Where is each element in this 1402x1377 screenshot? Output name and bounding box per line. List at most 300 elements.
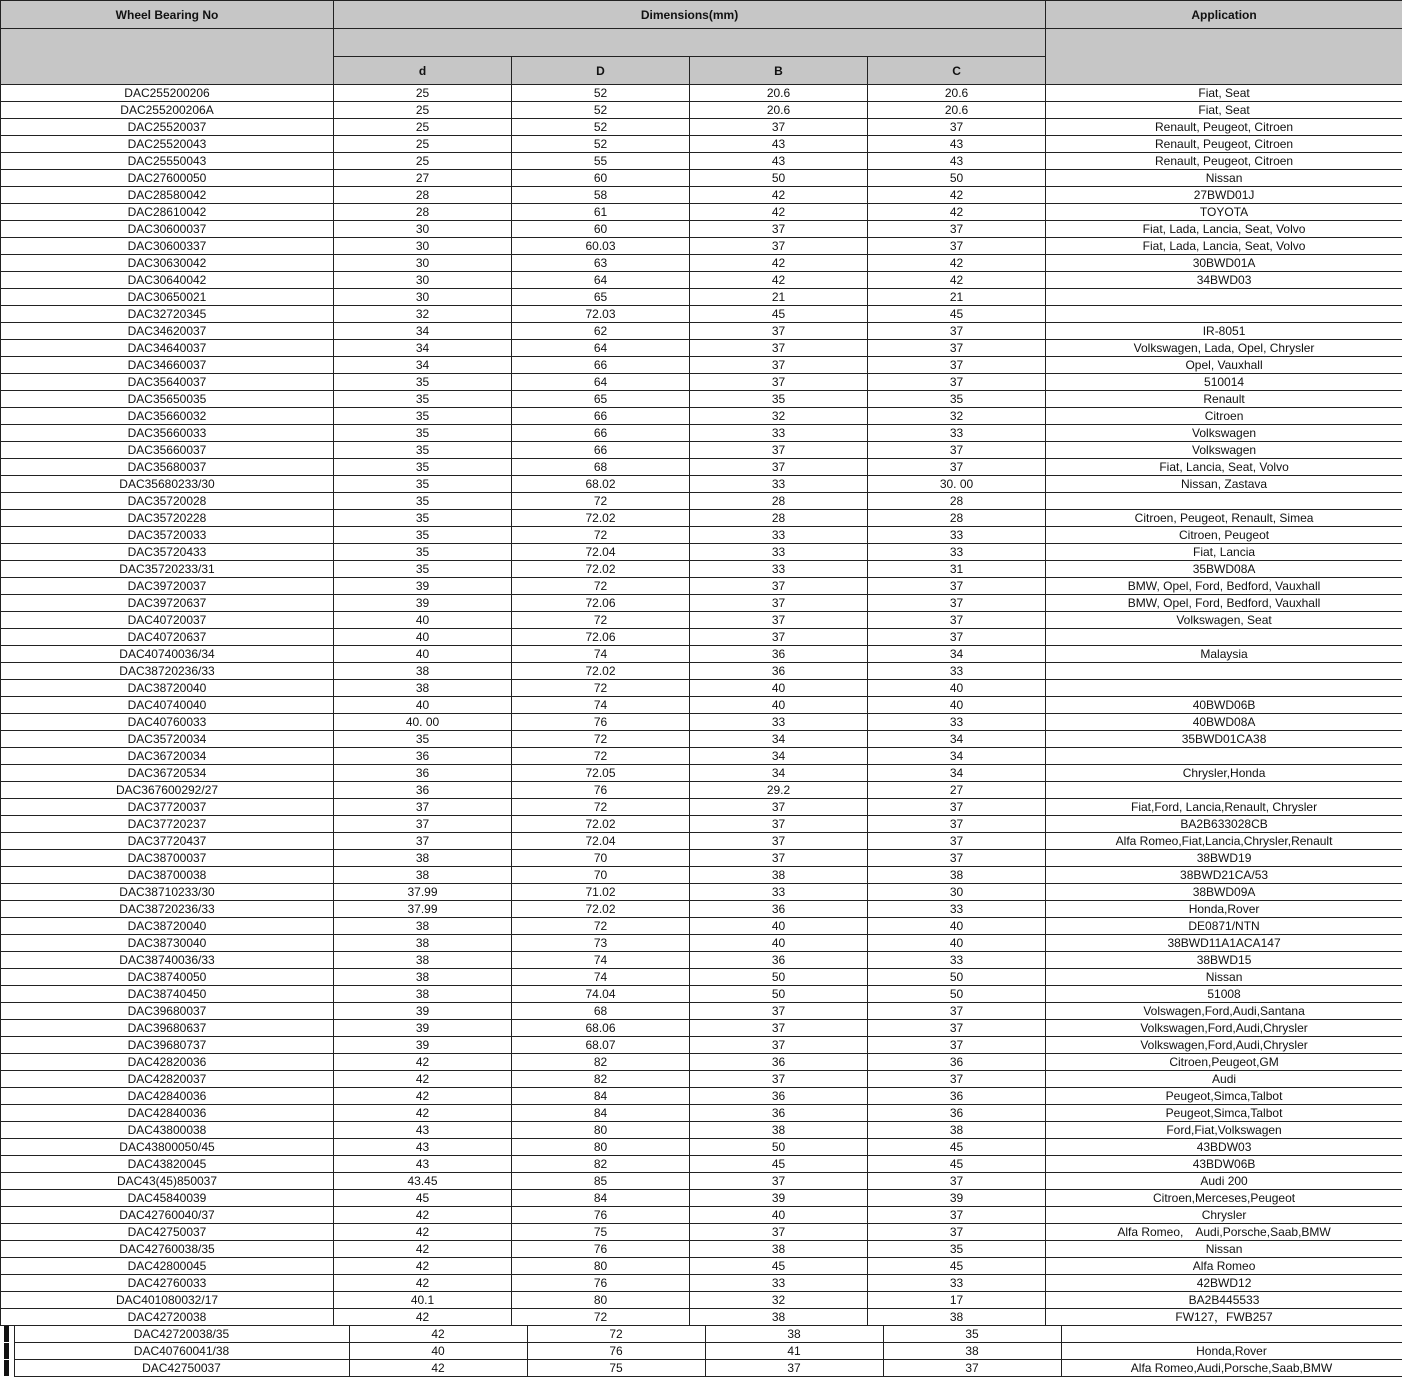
table-row bbox=[1, 714, 1402, 731]
B-cell: 20.6 bbox=[690, 85, 868, 102]
D-cell: 72 bbox=[512, 731, 690, 748]
d-cell: 38 bbox=[334, 935, 512, 952]
C-cell: 42 bbox=[868, 255, 1046, 272]
table-row bbox=[1, 1105, 1402, 1122]
B-cell: 34 bbox=[690, 748, 868, 765]
table-row bbox=[1, 1258, 1402, 1275]
application-cell: Volkswagen, Lada, Opel, Chrysler bbox=[1046, 340, 1402, 357]
table-row bbox=[1, 425, 1402, 442]
D-cell: 72 bbox=[512, 493, 690, 510]
bearing-no-cell: DAC35680233/30 bbox=[1, 476, 334, 493]
C-cell: 33 bbox=[868, 901, 1046, 918]
d-cell: 43 bbox=[334, 1139, 512, 1156]
C-cell: 38 bbox=[883, 1343, 1061, 1360]
table-row bbox=[1, 782, 1402, 799]
bearing-no-cell: DAC35660037 bbox=[1, 442, 334, 459]
d-cell: 42 bbox=[334, 1241, 512, 1258]
C-cell: 17 bbox=[868, 1292, 1046, 1309]
bearing-no-cell: DAC30650021 bbox=[1, 289, 334, 306]
B-cell: 36 bbox=[690, 1088, 868, 1105]
bearing-table-continued bbox=[0, 1325, 1402, 1377]
table-row bbox=[1, 1037, 1402, 1054]
application-cell: FW127，FWB257 bbox=[1046, 1309, 1402, 1326]
table-row bbox=[1, 1020, 1402, 1037]
application-cell: Alfa Romeo, Audi,Porsche,Saab,BMW bbox=[1046, 1224, 1402, 1241]
C-cell: 37 bbox=[868, 221, 1046, 238]
bearing-no-cell: DAC42820036 bbox=[1, 1054, 334, 1071]
d-cell: 30 bbox=[334, 272, 512, 289]
d-cell: 40 bbox=[334, 697, 512, 714]
table-row bbox=[1, 1003, 1402, 1020]
table-row bbox=[1, 646, 1402, 663]
B-cell: 40 bbox=[690, 1207, 868, 1224]
d-cell: 35 bbox=[334, 391, 512, 408]
table-body bbox=[1, 85, 1402, 1326]
application-cell bbox=[1046, 629, 1402, 646]
application-cell: 35BWD08A bbox=[1046, 561, 1402, 578]
table-row bbox=[1, 799, 1402, 816]
B-cell: 37 bbox=[690, 629, 868, 646]
table-row bbox=[1, 1139, 1402, 1156]
C-cell: 35 bbox=[883, 1326, 1061, 1343]
d-cell: 37 bbox=[334, 833, 512, 850]
application-cell bbox=[1046, 289, 1402, 306]
bearing-no-cell: DAC37720237 bbox=[1, 816, 334, 833]
application-cell: BMW, Opel, Ford, Bedford, Vauxhall bbox=[1046, 578, 1402, 595]
D-cell: 58 bbox=[512, 187, 690, 204]
application-cell: Renault, Peugeot, Citroen bbox=[1046, 119, 1402, 136]
bearing-no-cell: DAC30630042 bbox=[1, 255, 334, 272]
B-cell: 33 bbox=[690, 425, 868, 442]
D-cell: 60 bbox=[512, 170, 690, 187]
table-row bbox=[1, 170, 1402, 187]
d-cell: 35 bbox=[334, 476, 512, 493]
bearing-no-cell: DAC32720345 bbox=[1, 306, 334, 323]
D-cell: 72.02 bbox=[512, 510, 690, 527]
D-cell: 65 bbox=[512, 391, 690, 408]
D-cell: 80 bbox=[512, 1292, 690, 1309]
application-cell: 38BWD11A1ACA147 bbox=[1046, 935, 1402, 952]
application-cell: 38BWD21CA/53 bbox=[1046, 867, 1402, 884]
D-cell: 72.02 bbox=[512, 816, 690, 833]
D-cell: 80 bbox=[512, 1122, 690, 1139]
d-cell: 35 bbox=[334, 731, 512, 748]
B-cell: 42 bbox=[690, 272, 868, 289]
bearing-no-cell: DAC255200206A bbox=[1, 102, 334, 119]
table-row bbox=[1, 476, 1402, 493]
application-cell: Fiat, Lancia, Seat, Volvo bbox=[1046, 459, 1402, 476]
table-row bbox=[1, 952, 1402, 969]
application-cell: 30BWD01A bbox=[1046, 255, 1402, 272]
C-cell: 45 bbox=[868, 1258, 1046, 1275]
table-row bbox=[1, 272, 1402, 289]
bearing-no-cell: DAC42760038/35 bbox=[1, 1241, 334, 1258]
C-cell: 34 bbox=[868, 646, 1046, 663]
B-cell: 37 bbox=[690, 1020, 868, 1037]
B-cell: 50 bbox=[690, 1139, 868, 1156]
d-cell: 25 bbox=[334, 119, 512, 136]
d-cell: 27 bbox=[334, 170, 512, 187]
d-cell: 42 bbox=[334, 1207, 512, 1224]
application-cell: 27BWD01J bbox=[1046, 187, 1402, 204]
C-cell: 34 bbox=[868, 748, 1046, 765]
application-cell: 38BWD15 bbox=[1046, 952, 1402, 969]
table-row bbox=[1, 833, 1402, 850]
header-bearing-blank bbox=[1, 29, 334, 85]
d-cell: 35 bbox=[334, 408, 512, 425]
bearing-no-cell: DAC39680737 bbox=[1, 1037, 334, 1054]
C-cell: 38 bbox=[868, 867, 1046, 884]
bearing-no-cell: DAC25520043 bbox=[1, 136, 334, 153]
C-cell: 37 bbox=[868, 374, 1046, 391]
d-cell: 42 bbox=[334, 1224, 512, 1241]
application-cell bbox=[1046, 680, 1402, 697]
D-cell: 72.03 bbox=[512, 306, 690, 323]
C-cell: 20.6 bbox=[868, 102, 1046, 119]
bearing-no-cell: DAC37720037 bbox=[1, 799, 334, 816]
bearing-no-cell: DAC45840039 bbox=[1, 1190, 334, 1207]
table-row bbox=[0, 1326, 1402, 1343]
application-cell: BA2B633028CB bbox=[1046, 816, 1402, 833]
bearing-no-cell: DAC40740036/34 bbox=[1, 646, 334, 663]
application-cell: Volkswagen,Ford,Audi,Chrysler bbox=[1046, 1037, 1402, 1054]
application-cell: Malaysia bbox=[1046, 646, 1402, 663]
table-row bbox=[1, 850, 1402, 867]
application-cell: Honda,Rover bbox=[1061, 1343, 1402, 1360]
application-cell: Volswagen,Ford,Audi,Santana bbox=[1046, 1003, 1402, 1020]
bearing-no-cell: DAC42840036 bbox=[1, 1105, 334, 1122]
d-cell: 34 bbox=[334, 357, 512, 374]
table-row bbox=[1, 374, 1402, 391]
C-cell: 37 bbox=[868, 612, 1046, 629]
B-cell: 37 bbox=[690, 238, 868, 255]
D-cell: 66 bbox=[512, 425, 690, 442]
table-row bbox=[1, 578, 1402, 595]
d-cell: 42 bbox=[334, 1054, 512, 1071]
d-cell: 40. 00 bbox=[334, 714, 512, 731]
B-cell: 37 bbox=[690, 119, 868, 136]
D-cell: 72 bbox=[512, 918, 690, 935]
table-row bbox=[1, 1173, 1402, 1190]
D-cell: 74 bbox=[512, 969, 690, 986]
C-cell: 40 bbox=[868, 935, 1046, 952]
d-cell: 35 bbox=[334, 561, 512, 578]
B-cell: 37 bbox=[705, 1360, 883, 1377]
C-cell: 42 bbox=[868, 187, 1046, 204]
application-cell: Citroen bbox=[1046, 408, 1402, 425]
C-cell: 43 bbox=[868, 153, 1046, 170]
B-cell: 40 bbox=[690, 935, 868, 952]
row-marker-bar bbox=[4, 1360, 9, 1376]
d-cell: 38 bbox=[334, 663, 512, 680]
application-cell: 35BWD01CA38 bbox=[1046, 731, 1402, 748]
C-cell: 37 bbox=[868, 357, 1046, 374]
C-cell: 40 bbox=[868, 697, 1046, 714]
table-row bbox=[1, 323, 1402, 340]
C-cell: 50 bbox=[868, 986, 1046, 1003]
B-cell: 33 bbox=[690, 544, 868, 561]
B-cell: 45 bbox=[690, 1258, 868, 1275]
table-row bbox=[1, 884, 1402, 901]
bearing-no-cell: DAC35650035 bbox=[1, 391, 334, 408]
B-cell: 50 bbox=[690, 969, 868, 986]
C-cell: 21 bbox=[868, 289, 1046, 306]
d-cell: 38 bbox=[334, 986, 512, 1003]
B-cell: 37 bbox=[690, 374, 868, 391]
D-cell: 72 bbox=[512, 578, 690, 595]
D-cell: 52 bbox=[512, 136, 690, 153]
C-cell: 37 bbox=[868, 340, 1046, 357]
bearing-no-cell: DAC38700038 bbox=[1, 867, 334, 884]
bearing-no-cell: DAC28580042 bbox=[1, 187, 334, 204]
d-cell: 36 bbox=[334, 748, 512, 765]
row-marker bbox=[0, 1343, 14, 1360]
d-cell: 42 bbox=[334, 1309, 512, 1326]
application-cell: 34BWD03 bbox=[1046, 272, 1402, 289]
bearing-no-cell: DAC25550043 bbox=[1, 153, 334, 170]
application-cell: 51008 bbox=[1046, 986, 1402, 1003]
C-cell: 37 bbox=[868, 1020, 1046, 1037]
bearing-no-cell: DAC36720534 bbox=[1, 765, 334, 782]
header-d: d bbox=[334, 57, 512, 85]
B-cell: 32 bbox=[690, 408, 868, 425]
d-cell: 42 bbox=[349, 1360, 527, 1377]
C-cell: 43 bbox=[868, 136, 1046, 153]
C-cell: 28 bbox=[868, 493, 1046, 510]
D-cell: 61 bbox=[512, 204, 690, 221]
D-cell: 71.02 bbox=[512, 884, 690, 901]
bearing-no-cell: DAC40720637 bbox=[1, 629, 334, 646]
header-bearing-no: Wheel Bearing No bbox=[1, 1, 334, 29]
table-row bbox=[1, 1292, 1402, 1309]
bearing-no-cell: DAC34640037 bbox=[1, 340, 334, 357]
C-cell: 37 bbox=[868, 1037, 1046, 1054]
d-cell: 30 bbox=[334, 255, 512, 272]
D-cell: 60 bbox=[512, 221, 690, 238]
D-cell: 82 bbox=[512, 1054, 690, 1071]
table-body-continued bbox=[0, 1326, 1402, 1377]
C-cell: 20.6 bbox=[868, 85, 1046, 102]
d-cell: 43 bbox=[334, 1156, 512, 1173]
D-cell: 52 bbox=[512, 102, 690, 119]
B-cell: 36 bbox=[690, 646, 868, 663]
D-cell: 55 bbox=[512, 153, 690, 170]
application-cell: DE0871/NTN bbox=[1046, 918, 1402, 935]
C-cell: 37 bbox=[868, 238, 1046, 255]
application-cell: Nissan bbox=[1046, 170, 1402, 187]
bearing-no-cell: DAC38720040 bbox=[1, 680, 334, 697]
d-cell: 39 bbox=[334, 1020, 512, 1037]
application-cell: BA2B445533 bbox=[1046, 1292, 1402, 1309]
B-cell: 40 bbox=[690, 697, 868, 714]
d-cell: 35 bbox=[334, 527, 512, 544]
C-cell: 30. 00 bbox=[868, 476, 1046, 493]
table-row bbox=[1, 1088, 1402, 1105]
application-cell: Audi bbox=[1046, 1071, 1402, 1088]
D-cell: 74 bbox=[512, 952, 690, 969]
bearing-no-cell: DAC36720034 bbox=[1, 748, 334, 765]
D-cell: 68 bbox=[512, 459, 690, 476]
bearing-no-cell: DAC42820037 bbox=[1, 1071, 334, 1088]
B-cell: 37 bbox=[690, 833, 868, 850]
B-cell: 37 bbox=[690, 323, 868, 340]
table-row bbox=[1, 986, 1402, 1003]
bearing-no-cell: DAC42750037 bbox=[14, 1360, 349, 1377]
D-cell: 82 bbox=[512, 1071, 690, 1088]
header-B: B bbox=[690, 57, 868, 85]
D-cell: 60.03 bbox=[512, 238, 690, 255]
application-cell: Nissan, Zastava bbox=[1046, 476, 1402, 493]
D-cell: 74.04 bbox=[512, 986, 690, 1003]
C-cell: 31 bbox=[868, 561, 1046, 578]
d-cell: 42 bbox=[334, 1071, 512, 1088]
bearing-no-cell: DAC367600292/27 bbox=[1, 782, 334, 799]
B-cell: 38 bbox=[690, 1241, 868, 1258]
D-cell: 65 bbox=[512, 289, 690, 306]
B-cell: 39 bbox=[690, 1190, 868, 1207]
row-marker-bar bbox=[4, 1326, 9, 1342]
B-cell: 41 bbox=[705, 1343, 883, 1360]
bearing-no-cell: DAC28610042 bbox=[1, 204, 334, 221]
D-cell: 84 bbox=[512, 1088, 690, 1105]
B-cell: 33 bbox=[690, 714, 868, 731]
d-cell: 35 bbox=[334, 493, 512, 510]
bearing-no-cell: DAC30600337 bbox=[1, 238, 334, 255]
C-cell: 32 bbox=[868, 408, 1046, 425]
table-row bbox=[1, 918, 1402, 935]
C-cell: 33 bbox=[868, 544, 1046, 561]
application-cell: 38BWD19 bbox=[1046, 850, 1402, 867]
B-cell: 33 bbox=[690, 527, 868, 544]
bearing-no-cell: DAC35720228 bbox=[1, 510, 334, 527]
B-cell: 37 bbox=[690, 1003, 868, 1020]
D-cell: 64 bbox=[512, 272, 690, 289]
table-row bbox=[1, 935, 1402, 952]
bearing-no-cell: DAC37720437 bbox=[1, 833, 334, 850]
application-cell: IR-8051 bbox=[1046, 323, 1402, 340]
C-cell: 37 bbox=[868, 1224, 1046, 1241]
C-cell: 28 bbox=[868, 510, 1046, 527]
table-row bbox=[1, 255, 1402, 272]
d-cell: 35 bbox=[334, 374, 512, 391]
D-cell: 84 bbox=[512, 1190, 690, 1207]
d-cell: 37.99 bbox=[334, 901, 512, 918]
application-cell bbox=[1046, 748, 1402, 765]
bearing-no-cell: DAC39720637 bbox=[1, 595, 334, 612]
header-D-outer: D bbox=[512, 57, 690, 85]
D-cell: 72.05 bbox=[512, 765, 690, 782]
B-cell: 38 bbox=[690, 1309, 868, 1326]
d-cell: 39 bbox=[334, 578, 512, 595]
D-cell: 72.04 bbox=[512, 544, 690, 561]
application-cell: Citroen, Peugeot, Renault, Simea bbox=[1046, 510, 1402, 527]
application-cell: Alfa Romeo bbox=[1046, 1258, 1402, 1275]
D-cell: 72.06 bbox=[512, 595, 690, 612]
table-row bbox=[1, 1122, 1402, 1139]
header-C: C bbox=[868, 57, 1046, 85]
C-cell: 37 bbox=[868, 1003, 1046, 1020]
C-cell: 37 bbox=[868, 323, 1046, 340]
table-row bbox=[1, 442, 1402, 459]
bearing-no-cell: DAC255200206 bbox=[1, 85, 334, 102]
application-cell: 43BDW06B bbox=[1046, 1156, 1402, 1173]
application-cell: Renault, Peugeot, Citroen bbox=[1046, 153, 1402, 170]
table-row bbox=[1, 1309, 1402, 1326]
application-cell: Volkswagen, Seat bbox=[1046, 612, 1402, 629]
application-cell: Citroen, Peugeot bbox=[1046, 527, 1402, 544]
table-row bbox=[1, 510, 1402, 527]
B-cell: 32 bbox=[690, 1292, 868, 1309]
application-cell: Citroen,Merceses,Peugeot bbox=[1046, 1190, 1402, 1207]
table-row bbox=[1, 1275, 1402, 1292]
d-cell: 37.99 bbox=[334, 884, 512, 901]
bearing-no-cell: DAC42760033 bbox=[1, 1275, 334, 1292]
bearing-no-cell: DAC40760033 bbox=[1, 714, 334, 731]
application-cell: Audi 200 bbox=[1046, 1173, 1402, 1190]
bearing-no-cell: DAC34660037 bbox=[1, 357, 334, 374]
bearing-no-cell: DAC25520037 bbox=[1, 119, 334, 136]
D-cell: 84 bbox=[512, 1105, 690, 1122]
d-cell: 42 bbox=[334, 1258, 512, 1275]
table-row bbox=[1, 221, 1402, 238]
d-cell: 38 bbox=[334, 680, 512, 697]
C-cell: 37 bbox=[868, 1071, 1046, 1088]
B-cell: 38 bbox=[705, 1326, 883, 1343]
D-cell: 72.02 bbox=[512, 901, 690, 918]
d-cell: 32 bbox=[334, 306, 512, 323]
d-cell: 36 bbox=[334, 765, 512, 782]
D-cell: 72 bbox=[512, 799, 690, 816]
D-cell: 68.06 bbox=[512, 1020, 690, 1037]
d-cell: 38 bbox=[334, 952, 512, 969]
application-cell: 510014 bbox=[1046, 374, 1402, 391]
B-cell: 36 bbox=[690, 663, 868, 680]
C-cell: 45 bbox=[868, 1156, 1046, 1173]
D-cell: 62 bbox=[512, 323, 690, 340]
table-row bbox=[1, 901, 1402, 918]
table-row bbox=[1, 748, 1402, 765]
table-row bbox=[1, 867, 1402, 884]
B-cell: 37 bbox=[690, 1173, 868, 1190]
B-cell: 28 bbox=[690, 510, 868, 527]
d-cell: 43.45 bbox=[334, 1173, 512, 1190]
D-cell: 72 bbox=[512, 612, 690, 629]
row-marker-bar bbox=[4, 1343, 9, 1359]
d-cell: 43 bbox=[334, 1122, 512, 1139]
table-row bbox=[1, 493, 1402, 510]
B-cell: 37 bbox=[690, 340, 868, 357]
d-cell: 34 bbox=[334, 323, 512, 340]
table-row bbox=[1, 680, 1402, 697]
bearing-no-cell: DAC35720034 bbox=[1, 731, 334, 748]
C-cell: 42 bbox=[868, 272, 1046, 289]
d-cell: 25 bbox=[334, 153, 512, 170]
d-cell: 35 bbox=[334, 459, 512, 476]
bearing-no-cell: DAC38740050 bbox=[1, 969, 334, 986]
application-cell: Fiat, Seat bbox=[1046, 102, 1402, 119]
table-row bbox=[1, 816, 1402, 833]
B-cell: 37 bbox=[690, 595, 868, 612]
B-cell: 37 bbox=[690, 1224, 868, 1241]
B-cell: 42 bbox=[690, 204, 868, 221]
bearing-no-cell: DAC35680037 bbox=[1, 459, 334, 476]
B-cell: 34 bbox=[690, 765, 868, 782]
bearing-no-cell: DAC38720236/33 bbox=[1, 663, 334, 680]
d-cell: 39 bbox=[334, 1037, 512, 1054]
C-cell: 37 bbox=[868, 442, 1046, 459]
B-cell: 42 bbox=[690, 255, 868, 272]
D-cell: 76 bbox=[512, 714, 690, 731]
